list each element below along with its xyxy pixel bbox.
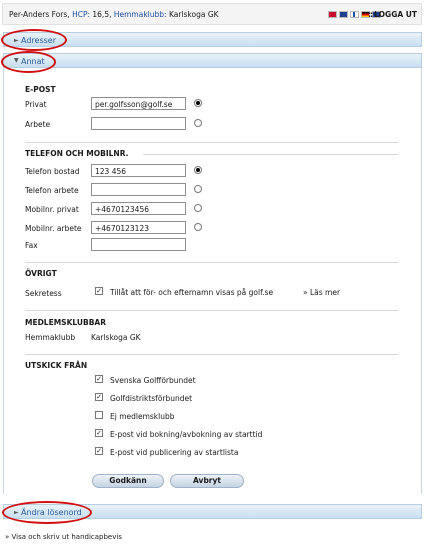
telefon-bostad-label: Telefon bostad xyxy=(25,167,80,176)
logout-button[interactable] xyxy=(368,10,417,19)
mobil-privat-label: Mobilnr. privat xyxy=(25,205,79,214)
section-annat-label: Annat xyxy=(21,57,45,66)
chevron-right-icon: ► xyxy=(14,509,19,516)
utskick-label-gdf: Golfdistriktsförbundet xyxy=(110,394,193,403)
logout-label: LOGGA UT xyxy=(374,10,417,19)
epost-heading: E-POST xyxy=(25,85,56,94)
divider xyxy=(25,142,398,143)
user-summary xyxy=(9,10,219,19)
las-mer-link[interactable]: » Läs mer xyxy=(303,288,341,297)
avbryt-button[interactable]: Avbryt xyxy=(170,474,244,488)
chevron-down-icon: ▼ xyxy=(14,57,19,64)
print-handicap-link[interactable]: » Visa och skriv ut handicapbevis xyxy=(5,533,122,541)
telefon-arbete-input[interactable] xyxy=(91,183,186,196)
epost-privat-input[interactable]: per.golfsson@golf.se xyxy=(91,97,186,110)
mobil-arbete-input[interactable]: +4670123123 xyxy=(91,221,186,234)
section-annat[interactable] xyxy=(3,53,422,68)
epost-arbete-label: Arbete xyxy=(25,120,51,129)
telefon-arbete-radio[interactable] xyxy=(194,185,202,193)
epost-privat-label: Privat xyxy=(25,100,47,109)
utskick-label-sgf: Svenska Golfförbundet xyxy=(110,376,196,385)
user-info-bar xyxy=(2,3,422,25)
divider xyxy=(25,354,398,355)
telefon-bostad-input[interactable]: 123 456 xyxy=(91,164,186,177)
hcp-link[interactable]: HCP: xyxy=(72,10,90,19)
home-club-link[interactable]: Hemmaklubb: xyxy=(113,10,167,19)
divider xyxy=(143,154,398,155)
home-club-value: Karlskoga GK xyxy=(168,10,219,19)
highlight-ring xyxy=(2,501,92,524)
sekretess-label: Sekretess xyxy=(25,289,62,298)
telefon-bostad-radio[interactable] xyxy=(194,166,202,174)
mobil-privat-radio[interactable] xyxy=(194,204,202,212)
divider xyxy=(25,262,398,263)
highlight-ring xyxy=(1,29,67,51)
section-adresser-label: Adresser xyxy=(21,36,56,45)
mobil-arbete-label: Mobilnr. arbete xyxy=(25,224,82,233)
epost-privat-radio[interactable] xyxy=(194,99,202,107)
chevron-right-icon: ► xyxy=(14,37,19,44)
fi-flag-icon[interactable] xyxy=(350,11,359,18)
utskick-checkbox-sgf[interactable]: ✓ xyxy=(96,375,102,383)
utskick-checkbox-gdf[interactable]: ✓ xyxy=(96,393,102,401)
dk-flag-icon[interactable] xyxy=(328,11,337,18)
utskick-label-bokning: E-post vid bokning/avbokning av starttid xyxy=(110,430,263,439)
fax-input[interactable] xyxy=(91,238,186,251)
ovrigt-heading: ÖVRIGT xyxy=(25,269,57,278)
godkann-button[interactable]: Godkänn xyxy=(92,474,164,488)
mobil-arbete-radio[interactable] xyxy=(194,223,202,231)
telefon-heading: TELEFON OCH MOBILNR. xyxy=(25,149,129,158)
user-name: Per-Anders Fors, xyxy=(9,10,70,19)
utskick-heading: UTSKICK FRÅN xyxy=(25,361,88,370)
hcp-value: 16,5, xyxy=(92,10,112,19)
sekretess-checkbox[interactable]: ✓ xyxy=(96,287,102,295)
logout-icon: :: xyxy=(368,10,373,19)
mobil-privat-input[interactable]: +4670123456 xyxy=(91,202,186,215)
fax-label: Fax xyxy=(25,241,38,250)
utskick-checkbox-startlista[interactable]: ✓ xyxy=(96,447,102,455)
hemmaklubb-label: Hemmaklubb xyxy=(25,333,76,342)
utskick-checkbox-bokning[interactable]: ✓ xyxy=(96,429,102,437)
medlemsklubbar-heading: MEDLEMSKLUBBAR xyxy=(25,318,107,327)
utskick-label-startlista: E-post vid publicering av startlista xyxy=(110,448,239,457)
utskick-label-ej-medlemsklubb: Ej medlemsklubb xyxy=(110,412,175,421)
telefon-arbete-label: Telefon arbete xyxy=(25,186,79,195)
section-andra-losenord-label: Ändra lösenord xyxy=(21,508,82,517)
sekretess-text: Tillåt att för- och efternamn visas på golf.se xyxy=(110,288,274,297)
utskick-checkbox-ej-medlemsklubb[interactable] xyxy=(95,411,103,419)
hemmaklubb-value: Karlskoga GK xyxy=(91,333,141,342)
gb-flag-icon[interactable] xyxy=(339,11,348,18)
divider xyxy=(25,310,398,311)
epost-arbete-input[interactable] xyxy=(91,117,186,130)
epost-arbete-radio[interactable] xyxy=(194,119,202,127)
